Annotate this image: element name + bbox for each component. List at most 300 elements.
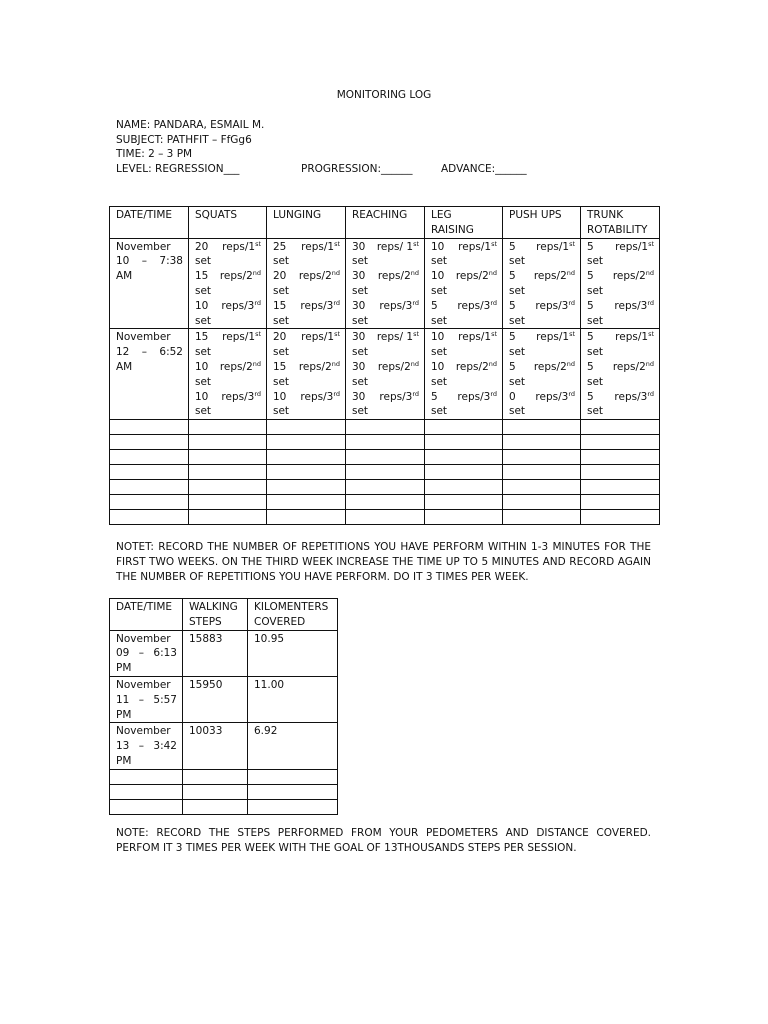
reps-line (195, 269, 261, 284)
reps-set-label (378, 269, 419, 284)
empty-cell (267, 420, 346, 435)
empty-cell (425, 420, 503, 435)
reps-text: reps/3 (535, 390, 569, 403)
reps-count: 15 (273, 360, 287, 373)
reps-set-label (220, 269, 261, 284)
reps-line (273, 240, 340, 255)
reps-line (587, 299, 654, 314)
date-month: November (116, 240, 171, 253)
reps-text: reps/1 (536, 331, 570, 344)
set-word: set (431, 405, 448, 418)
empty-cell (110, 480, 189, 495)
set-word: set (509, 284, 526, 297)
reps-set-label (222, 240, 261, 255)
reps-count: 5 (509, 331, 516, 344)
date-part: 13 (116, 740, 130, 753)
empty-cell (503, 480, 581, 495)
reps-line (431, 330, 497, 345)
empty-cell (346, 465, 425, 480)
reps-line (352, 269, 419, 284)
reps-text: reps/2 (377, 360, 411, 373)
reps-text: reps/3 (221, 390, 255, 403)
empty-cell (581, 465, 660, 480)
reps-line (509, 240, 575, 255)
empty-row (110, 465, 660, 480)
reps-set-label (615, 330, 654, 345)
date-part: 6:13 (153, 647, 177, 660)
set-word: set (352, 314, 369, 327)
set-word: set (273, 314, 290, 327)
empty-cell (189, 420, 267, 435)
empty-cell (110, 495, 189, 510)
reps-set-label (378, 360, 419, 375)
set-word: set (431, 284, 448, 297)
date-period: AM (116, 360, 133, 373)
reps-set-label (614, 390, 654, 405)
reps-text: reps/3 (221, 299, 255, 312)
reps-line (587, 390, 654, 405)
empty-cell (110, 450, 189, 465)
reps-count: 30 (352, 360, 366, 373)
empty-cell (189, 465, 267, 480)
reps-set-label (222, 330, 261, 345)
reps-text: reps/2 (455, 360, 489, 373)
column-header: SQUATS (189, 207, 267, 239)
reps-set-label (535, 390, 575, 405)
reps-count: 10 (431, 240, 445, 253)
set-ordinal: rd (647, 389, 654, 398)
set-word: set (195, 375, 212, 388)
set-ordinal: nd (488, 269, 497, 278)
date-cell (110, 723, 183, 769)
date-month: November (116, 725, 171, 738)
empty-row (110, 495, 660, 510)
date-part: – (138, 740, 145, 753)
empty-cell (346, 480, 425, 495)
set-word: set (431, 314, 448, 327)
exercise-note: NOTET: RECORD THE NUMBER OF REPETITIONS YOU HAVE PERFORM WITHIN 1-3 MINUTES FOR THE FIRST TWO WEEKS. ON THE THIRD WEEK INCREASE THE TIME UP TO 5 MINUTES AND RECORD AGAIN THE NUMBER OF REPETITIONS YOU HAVE PERFORM. DO IT 3 TIMES PER WEEK. (116, 541, 651, 583)
empty-cell (110, 420, 189, 435)
reps-count: 5 (587, 299, 594, 312)
set-word: set (195, 284, 212, 297)
empty-cell (267, 510, 346, 525)
reps-line (509, 330, 575, 345)
reps-text: reps/2 (612, 360, 646, 373)
column-header: DATE/TIME (110, 599, 183, 631)
set-word: set (587, 255, 604, 268)
reps-count: 5 (587, 360, 594, 373)
set-word: set (273, 284, 290, 297)
date-period: PM (116, 662, 132, 675)
date-part: 7:38 (159, 255, 183, 268)
set-ordinal: nd (645, 359, 654, 368)
reps-line (273, 360, 340, 375)
reps-cell (189, 238, 267, 329)
empty-cell (110, 769, 183, 784)
reps-text: reps/1 (615, 240, 649, 253)
set-ordinal: nd (252, 359, 261, 368)
reps-text: reps/3 (379, 390, 413, 403)
reps-count: 5 (587, 331, 594, 344)
reps-text: reps/3 (614, 390, 648, 403)
empty-row (110, 784, 338, 799)
reps-text: reps/1 (222, 331, 256, 344)
empty-cell (503, 465, 581, 480)
reps-cell (581, 238, 660, 329)
set-ordinal: nd (566, 269, 575, 278)
set-ordinal: rd (490, 389, 497, 398)
empty-cell (425, 435, 503, 450)
empty-row (110, 769, 338, 784)
set-ordinal: st (491, 239, 497, 248)
reps-count: 10 (273, 390, 287, 403)
reps-line (431, 269, 497, 284)
reps-text: reps/2 (298, 270, 332, 283)
reps-cell (425, 329, 503, 420)
set-word: set (431, 346, 448, 359)
reps-line (431, 390, 497, 405)
reps-line (195, 240, 261, 255)
reps-line (273, 390, 340, 405)
set-ordinal: rd (254, 389, 261, 398)
reps-count: 30 (352, 240, 366, 253)
empty-cell (110, 510, 189, 525)
steps-cell: 15950 (183, 676, 248, 722)
set-ordinal: rd (254, 298, 261, 307)
reps-set-label (456, 360, 497, 375)
reps-count: 5 (431, 299, 438, 312)
name-line: NAME: PANDARA, ESMAIL M. (116, 119, 265, 131)
reps-text: reps/1 (458, 240, 492, 253)
empty-cell (581, 480, 660, 495)
date-period: PM (116, 754, 132, 767)
empty-row (110, 799, 338, 814)
reps-count: 5 (509, 360, 516, 373)
reps-line (431, 299, 497, 314)
reps-set-label (221, 390, 261, 405)
date-cell (110, 329, 189, 420)
table-row (110, 329, 660, 420)
reps-count: 15 (195, 270, 209, 283)
reps-text: reps/3 (614, 299, 648, 312)
empty-cell (189, 495, 267, 510)
column-header: LUNGING (267, 207, 346, 239)
reps-line (195, 360, 261, 375)
reps-text: reps/ 1 (376, 331, 414, 344)
reps-text: reps/1 (301, 331, 335, 344)
reps-count: 30 (352, 331, 366, 344)
reps-text: reps/3 (457, 390, 491, 403)
column-header: PUSH UPS (503, 207, 581, 239)
reps-line (509, 299, 575, 314)
set-ordinal: st (491, 330, 497, 339)
empty-cell (425, 450, 503, 465)
reps-set-label (534, 269, 575, 284)
set-word: set (509, 255, 526, 268)
reps-set-label (613, 360, 654, 375)
reps-count: 25 (273, 240, 287, 253)
date-month: November (116, 678, 171, 691)
set-ordinal: st (334, 239, 340, 248)
reps-text: reps/3 (300, 390, 334, 403)
date-part: 09 (116, 647, 130, 660)
empty-cell (425, 480, 503, 495)
reps-text: reps/2 (533, 270, 567, 283)
reps-count: 10 (195, 299, 209, 312)
reps-line (431, 240, 497, 255)
empty-cell (581, 450, 660, 465)
reps-count: 20 (273, 331, 287, 344)
reps-set-label (536, 240, 575, 255)
empty-cell (581, 495, 660, 510)
date-part: 10 (116, 255, 130, 268)
reps-count: 5 (431, 390, 438, 403)
set-word: set (587, 284, 604, 297)
walking-note: NOTE: RECORD THE STEPS PERFORMED FROM YOUR PEDOMETERS AND DISTANCE COVERED. PERFOM IT 3 TIMES PER WEEK WITH THE GOAL OF 13THOUSANDS STEPS PER SESSION. (116, 827, 651, 854)
set-ordinal: nd (488, 359, 497, 368)
reps-set-label (458, 330, 497, 345)
date-day-time (116, 345, 183, 360)
empty-cell (110, 784, 183, 799)
reps-count: 5 (509, 240, 516, 253)
reps-set-label (534, 360, 575, 375)
reps-count: 10 (195, 360, 209, 373)
reps-text: reps/1 (458, 331, 492, 344)
empty-cell (425, 510, 503, 525)
set-ordinal: st (648, 239, 654, 248)
set-ordinal: nd (645, 269, 654, 278)
header-row (110, 207, 660, 239)
set-word: set (587, 405, 604, 418)
reps-line (273, 299, 340, 314)
empty-row (110, 420, 660, 435)
column-header: WALKING STEPS (183, 599, 248, 631)
reps-count: 10 (431, 270, 445, 283)
steps-cell: 15883 (183, 630, 248, 676)
reps-line (195, 330, 261, 345)
reps-line (195, 299, 261, 314)
empty-cell (267, 450, 346, 465)
set-word: set (509, 314, 526, 327)
reps-set-label (299, 269, 340, 284)
reps-line (352, 390, 419, 405)
set-ordinal: rd (568, 389, 575, 398)
reps-cell (503, 238, 581, 329)
set-word: set (352, 405, 369, 418)
km-cell: 11.00 (248, 676, 338, 722)
reps-line (509, 390, 575, 405)
set-ordinal: rd (647, 298, 654, 307)
date-cell (110, 630, 183, 676)
date-day-time (116, 739, 177, 754)
set-word: set (195, 255, 212, 268)
empty-cell (346, 435, 425, 450)
empty-cell (503, 450, 581, 465)
reps-set-label (299, 360, 340, 375)
set-word: set (352, 255, 369, 268)
reps-line (352, 240, 419, 255)
set-word: set (273, 405, 290, 418)
date-part: – (138, 693, 145, 706)
set-ordinal: rd (333, 298, 340, 307)
set-word: set (587, 314, 604, 327)
date-part: – (141, 346, 148, 359)
empty-cell (581, 420, 660, 435)
empty-cell (267, 435, 346, 450)
reps-line (195, 390, 261, 405)
reps-text: reps/1 (301, 240, 335, 253)
empty-cell (189, 510, 267, 525)
reps-set-label (457, 390, 497, 405)
set-word: set (352, 346, 369, 359)
set-word: set (509, 375, 526, 388)
reps-count: 15 (195, 331, 209, 344)
reps-set-label (300, 299, 340, 314)
set-ordinal: st (255, 330, 261, 339)
level-progression: PROGRESSION:______ (301, 162, 413, 175)
reps-count: 20 (273, 270, 287, 283)
reps-line (587, 269, 654, 284)
reps-set-label (377, 330, 419, 345)
set-ordinal: st (334, 330, 340, 339)
reps-text: reps/3 (300, 299, 334, 312)
set-ordinal: st (569, 239, 575, 248)
empty-cell (267, 495, 346, 510)
reps-count: 5 (509, 270, 516, 283)
empty-cell (248, 769, 338, 784)
reps-text: reps/2 (219, 270, 253, 283)
reps-count: 30 (352, 270, 366, 283)
empty-cell (189, 435, 267, 450)
table-row (110, 676, 338, 722)
empty-cell (267, 465, 346, 480)
date-part: 12 (116, 346, 130, 359)
reps-line (587, 240, 654, 255)
date-part: 3:42 (153, 740, 177, 753)
set-ordinal: nd (410, 269, 419, 278)
reps-set-label (377, 240, 419, 255)
reps-set-label (301, 240, 340, 255)
reps-text: reps/3 (457, 299, 491, 312)
date-day-time (116, 254, 183, 269)
date-day-time (116, 646, 177, 661)
empty-cell (503, 420, 581, 435)
reps-text: reps/2 (455, 270, 489, 283)
table-row (110, 630, 338, 676)
empty-row (110, 480, 660, 495)
empty-cell (346, 450, 425, 465)
reps-cell (267, 238, 346, 329)
date-part: 11 (116, 693, 130, 706)
empty-cell (248, 799, 338, 814)
reps-set-label (536, 330, 575, 345)
date-part: – (138, 647, 145, 660)
set-word: set (273, 375, 290, 388)
empty-cell (503, 510, 581, 525)
empty-cell (346, 495, 425, 510)
reps-set-label (613, 269, 654, 284)
reps-count: 30 (352, 390, 366, 403)
reps-set-label (379, 390, 419, 405)
empty-cell (346, 420, 425, 435)
reps-count: 10 (431, 360, 445, 373)
empty-cell (503, 495, 581, 510)
empty-cell (248, 784, 338, 799)
empty-cell (267, 480, 346, 495)
reps-text: reps/3 (379, 299, 413, 312)
date-period: PM (116, 708, 132, 721)
reps-line (587, 360, 654, 375)
column-header: REACHING (346, 207, 425, 239)
reps-set-label (535, 299, 575, 314)
empty-cell (346, 510, 425, 525)
date-month: November (116, 632, 171, 645)
set-ordinal: nd (252, 269, 261, 278)
reps-text: reps/2 (533, 360, 567, 373)
set-ordinal: st (255, 239, 261, 248)
empty-cell (183, 784, 248, 799)
level-regression: LEVEL: REGRESSION___ (116, 162, 240, 175)
column-header: DATE/TIME (110, 207, 189, 239)
empty-cell (425, 465, 503, 480)
reps-set-label (379, 299, 419, 314)
set-word: set (352, 375, 369, 388)
reps-set-label (300, 390, 340, 405)
reps-text: reps/2 (612, 270, 646, 283)
set-word: set (431, 255, 448, 268)
time-line: TIME: 2 – 3 PM (116, 148, 193, 161)
date-day-time (116, 693, 177, 708)
reps-text: reps/1 (222, 240, 256, 253)
empty-cell (110, 799, 183, 814)
reps-set-label (220, 360, 261, 375)
column-header: TRUNK ROTABILITY (581, 207, 660, 239)
column-header: KILOMENTERS COVERED (248, 599, 338, 631)
reps-text: reps/3 (535, 299, 569, 312)
reps-set-label (221, 299, 261, 314)
column-header: LEG RAISING (425, 207, 503, 239)
reps-count: 30 (352, 299, 366, 312)
reps-text: reps/2 (298, 360, 332, 373)
km-cell: 6.92 (248, 723, 338, 769)
date-part: 5:57 (153, 693, 177, 706)
reps-set-label (614, 299, 654, 314)
set-word: set (431, 375, 448, 388)
reps-set-label (456, 269, 497, 284)
reps-cell (346, 238, 425, 329)
reps-line (352, 360, 419, 375)
empty-cell (581, 510, 660, 525)
reps-line (431, 360, 497, 375)
set-word: set (587, 375, 604, 388)
empty-cell (183, 769, 248, 784)
set-word: set (273, 346, 290, 359)
set-word: set (587, 346, 604, 359)
walking-log-table (109, 598, 338, 815)
set-ordinal: rd (333, 389, 340, 398)
reps-set-label (615, 240, 654, 255)
reps-line (352, 299, 419, 314)
reps-text: reps/2 (219, 360, 253, 373)
empty-cell (110, 435, 189, 450)
reps-count: 0 (509, 390, 516, 403)
set-ordinal: nd (331, 359, 340, 368)
reps-count: 5 (587, 270, 594, 283)
empty-cell (425, 495, 503, 510)
level-advance: ADVANCE:______ (441, 162, 527, 175)
reps-count: 10 (195, 390, 209, 403)
reps-text: reps/ 1 (376, 240, 414, 253)
